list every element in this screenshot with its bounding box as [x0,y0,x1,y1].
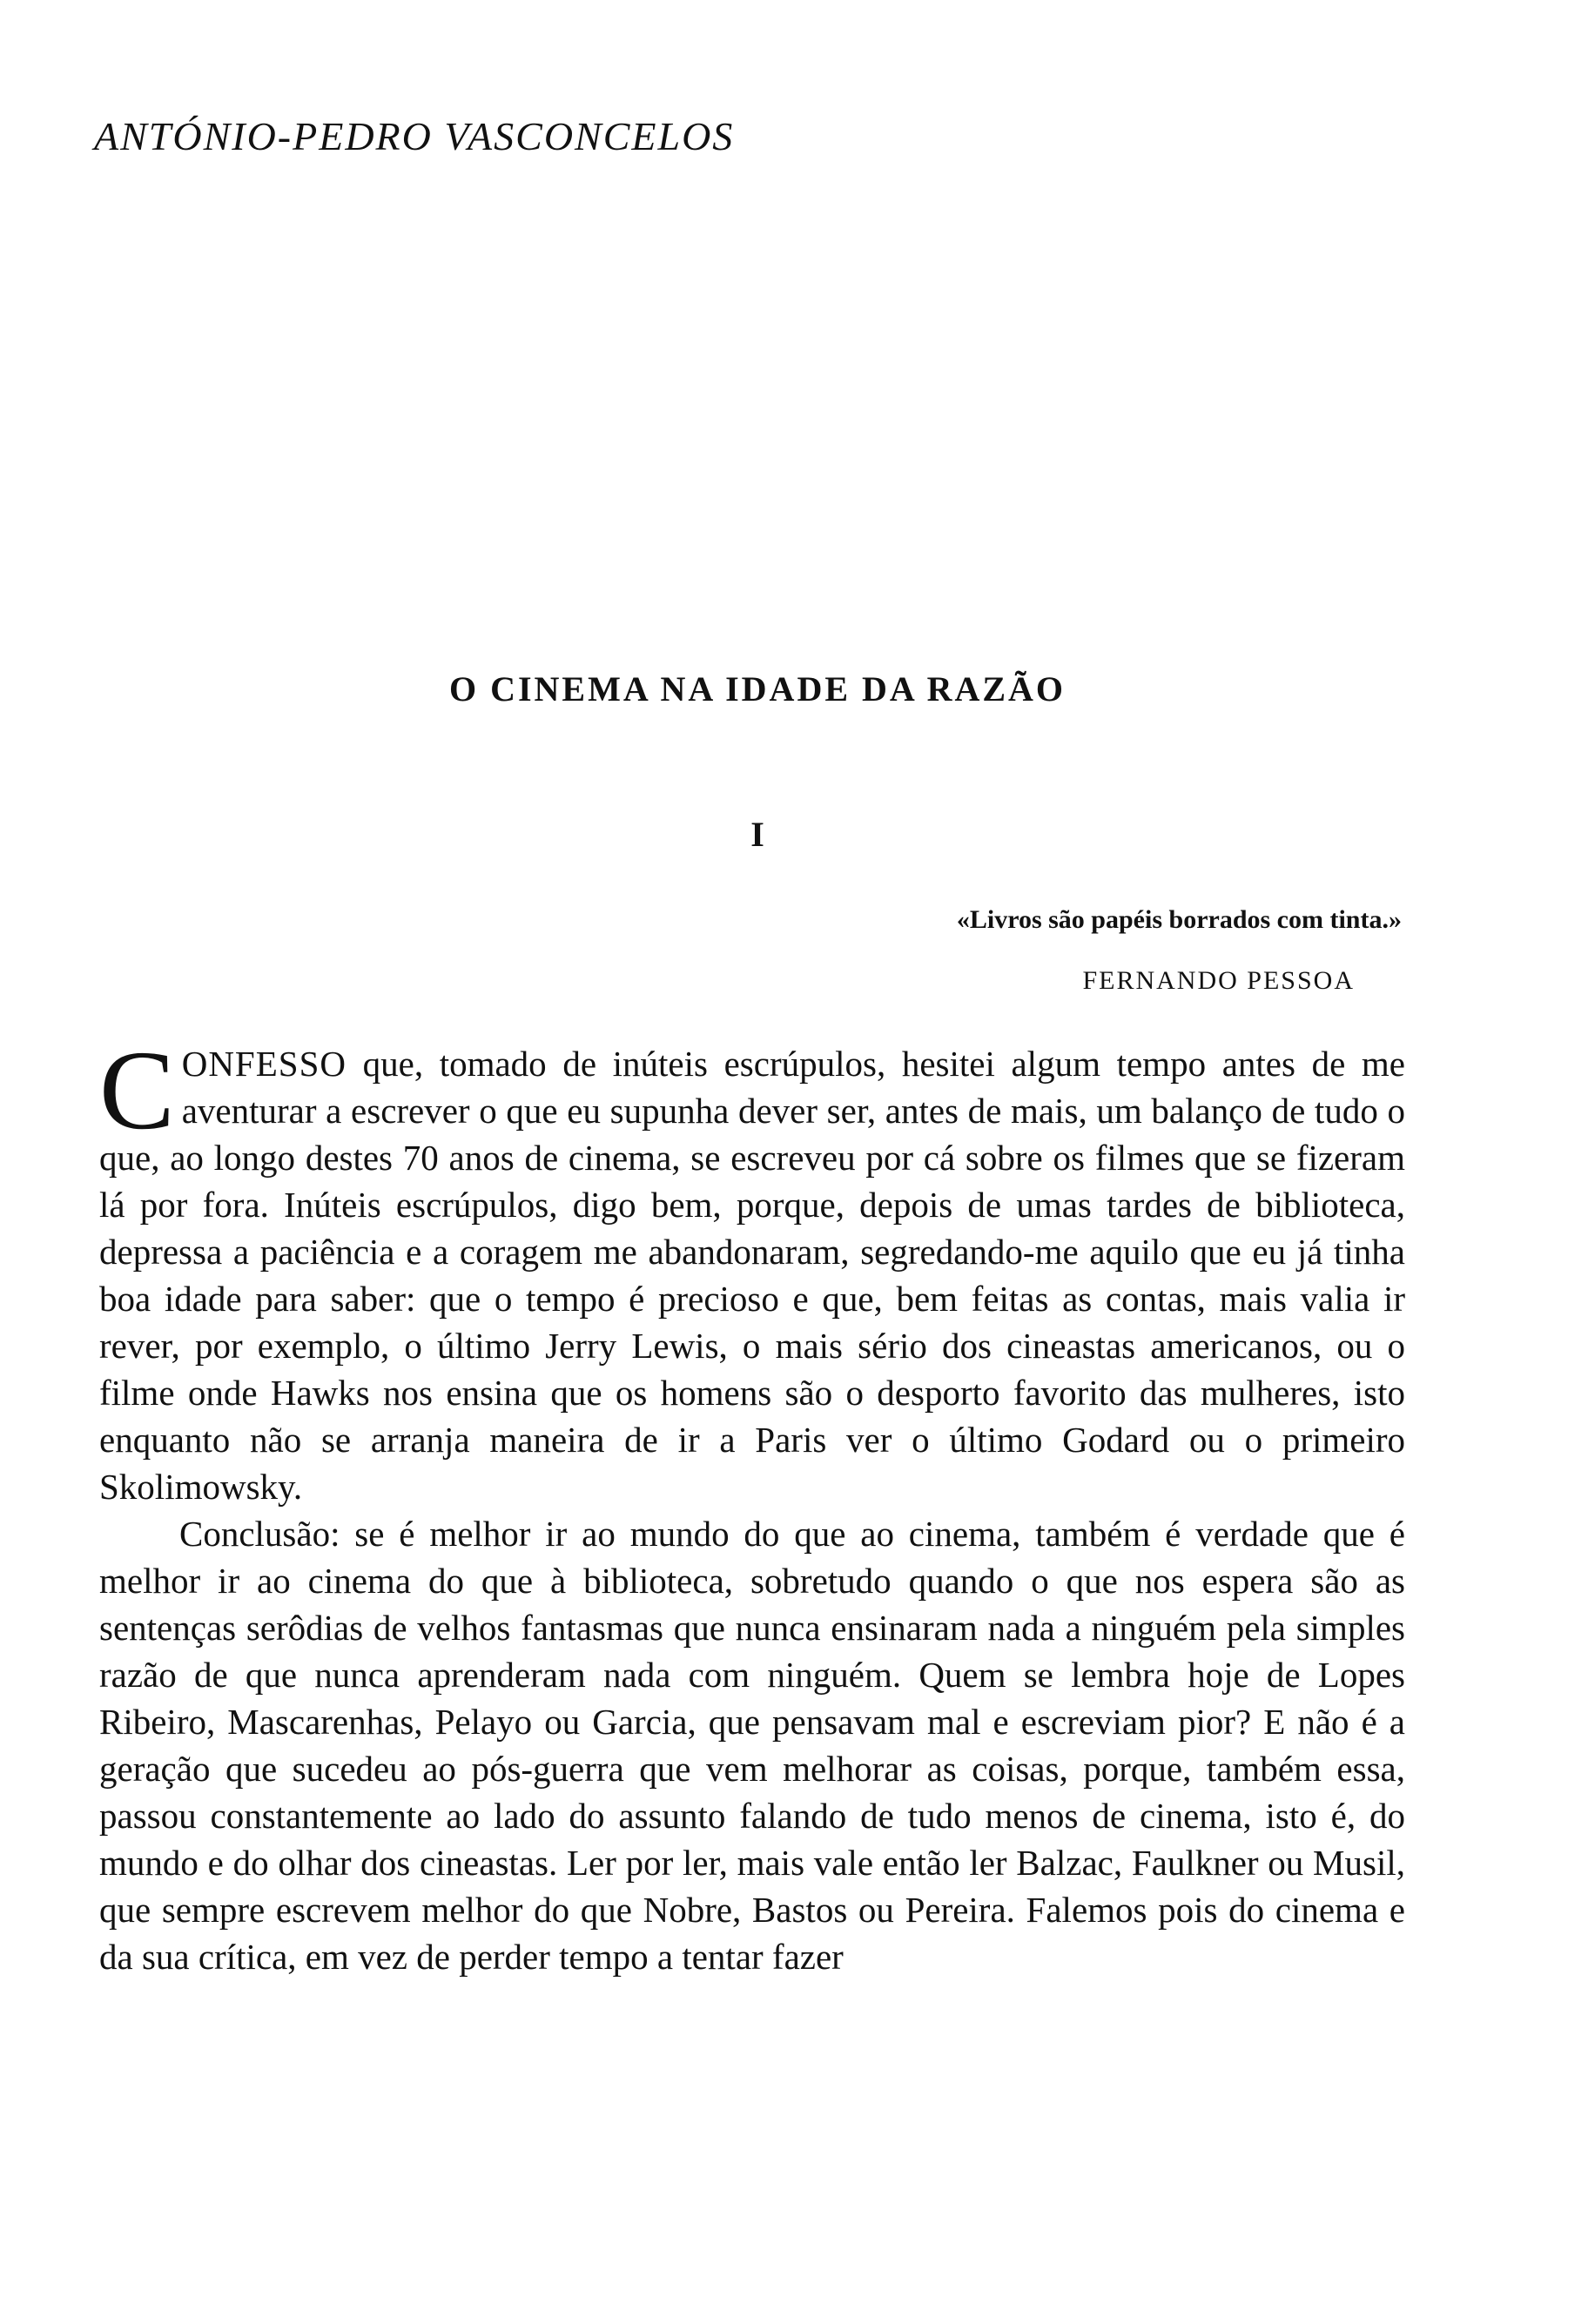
paragraph [99,1028,1405,1510]
epigraph-author: FERNANDO PESSOA [1082,966,1355,995]
paragraph-opening-word: ONFESSO [181,1044,347,1084]
drop-cap: C [99,1028,175,1153]
section-number: I [750,815,764,854]
article-title: O CINEMA NA IDADE DA RAZÃO [448,669,1067,709]
author-name: ANTÓNIO-PEDRO VASCONCELOS [94,114,735,158]
paragraph: Conclusão: se é melhor ir ao mundo do que ao cinema, também é verdade que é melhor ir ao cinema do que à biblioteca, sobretudo quando o que nos espera são as sentenças serôdias de velhos fantasmas que nunca ensinaram nada a ninguém pela simples razão de que nunca aprenderam nada com ninguém. Quem se lembra hoje de Lopes Ribeiro, Mascarenhas, Pelayo ou Garcia, que pensavam mal e escreviam pior? E não é a geração que sucedeu ao pós-guerra que vem melhorar as coisas, porque, também essa, passou constantemente ao lado do assunto falando de tudo menos de cinema, isto é, do mundo e do olhar dos cineastas. Ler por ler, mais vale então ler Balzac, Faulkner ou Musil, que sempre escrevem melhor do que Nobre, Bastos ou Pereira. Falemos pois do cinema e da sua crítica, em vez de perder tempo a tentar fazer [99,1514,1405,1977]
body-text [99,1028,1405,1980]
paragraph-text: que, tomado de inúteis escrúpulos, hesitei algum tempo antes de me aventurar a escrever o que eu supunha dever ser, antes de mais, um balanço de tudo o que, ao longo destes 70 anos de cinema, se escreveu por cá sobre os filmes que se fizeram lá por fora. Inúteis escrúpulos, digo bem, porque, depois de umas tardes de biblioteca, depressa a paciência e a coragem me abandonaram, segredando-me aquilo que eu já tinha boa idade para saber: que o tempo é precioso e que, bem feitas as contas, mais valia ir rever, por exemplo, o último Jerry Lewis, o mais sério dos cineastas americanos, ou o filme onde Hawks nos ensina que os homens são o desporto favorito das mulheres, isto enquanto não se arranja maneira de ir a Paris ver o último Godard ou o primeiro Skolimowsky. [99,1044,1405,1507]
epigraph-quote: «Livros são papéis borrados com tinta.» [956,905,1402,934]
